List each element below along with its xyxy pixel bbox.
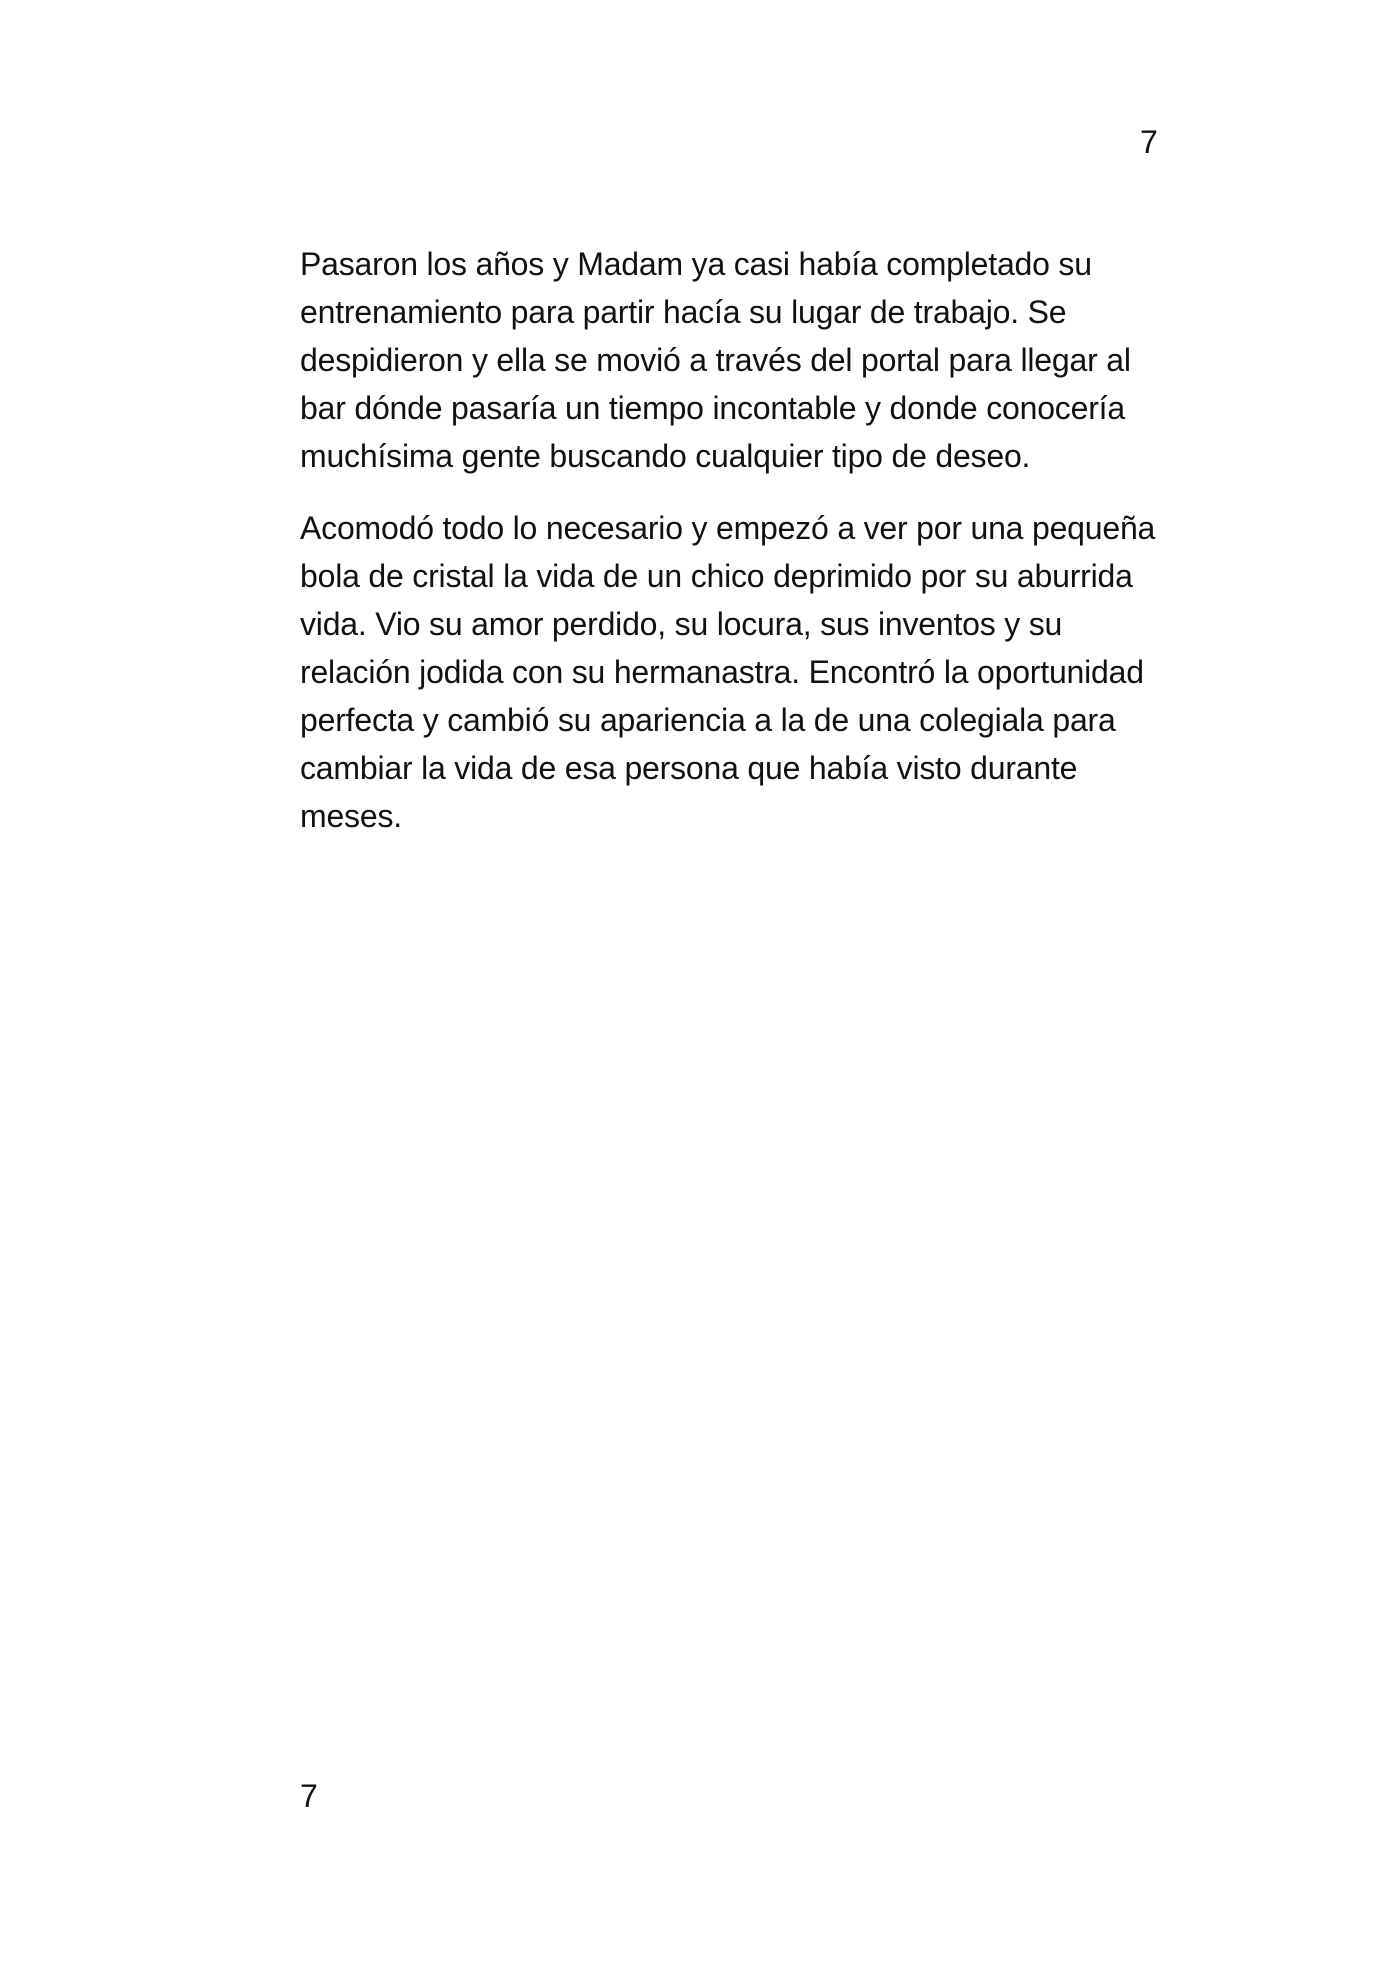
header-page-number: 7 [1140, 124, 1158, 160]
paragraph-2: Acomodó todo lo necesario y empezó a ver por una pequeña bola de cristal la vida de un chico deprimido por su aburrida vida. Vio su amor perdido, su locura, sus inventos y su relación jodida con su hermanastra. Encontró la oportunidad perfecta y cambió su apariencia a la de una colegiala para cambiar la vida de esa persona que había visto durante meses. [300, 510, 1156, 834]
footer-page-number: 7 [300, 1778, 318, 1814]
body-text [300, 240, 1160, 864]
paragraph-1: Pasaron los años y Madam ya casi había completado su entrenamiento para partir hacía su lugar de trabajo. Se despidieron y ella se movió a través del portal para llegar al bar dónde pasaría un tiempo incontable y donde conocería muchísima gente buscando cualquier tipo de deseo. [300, 246, 1131, 474]
